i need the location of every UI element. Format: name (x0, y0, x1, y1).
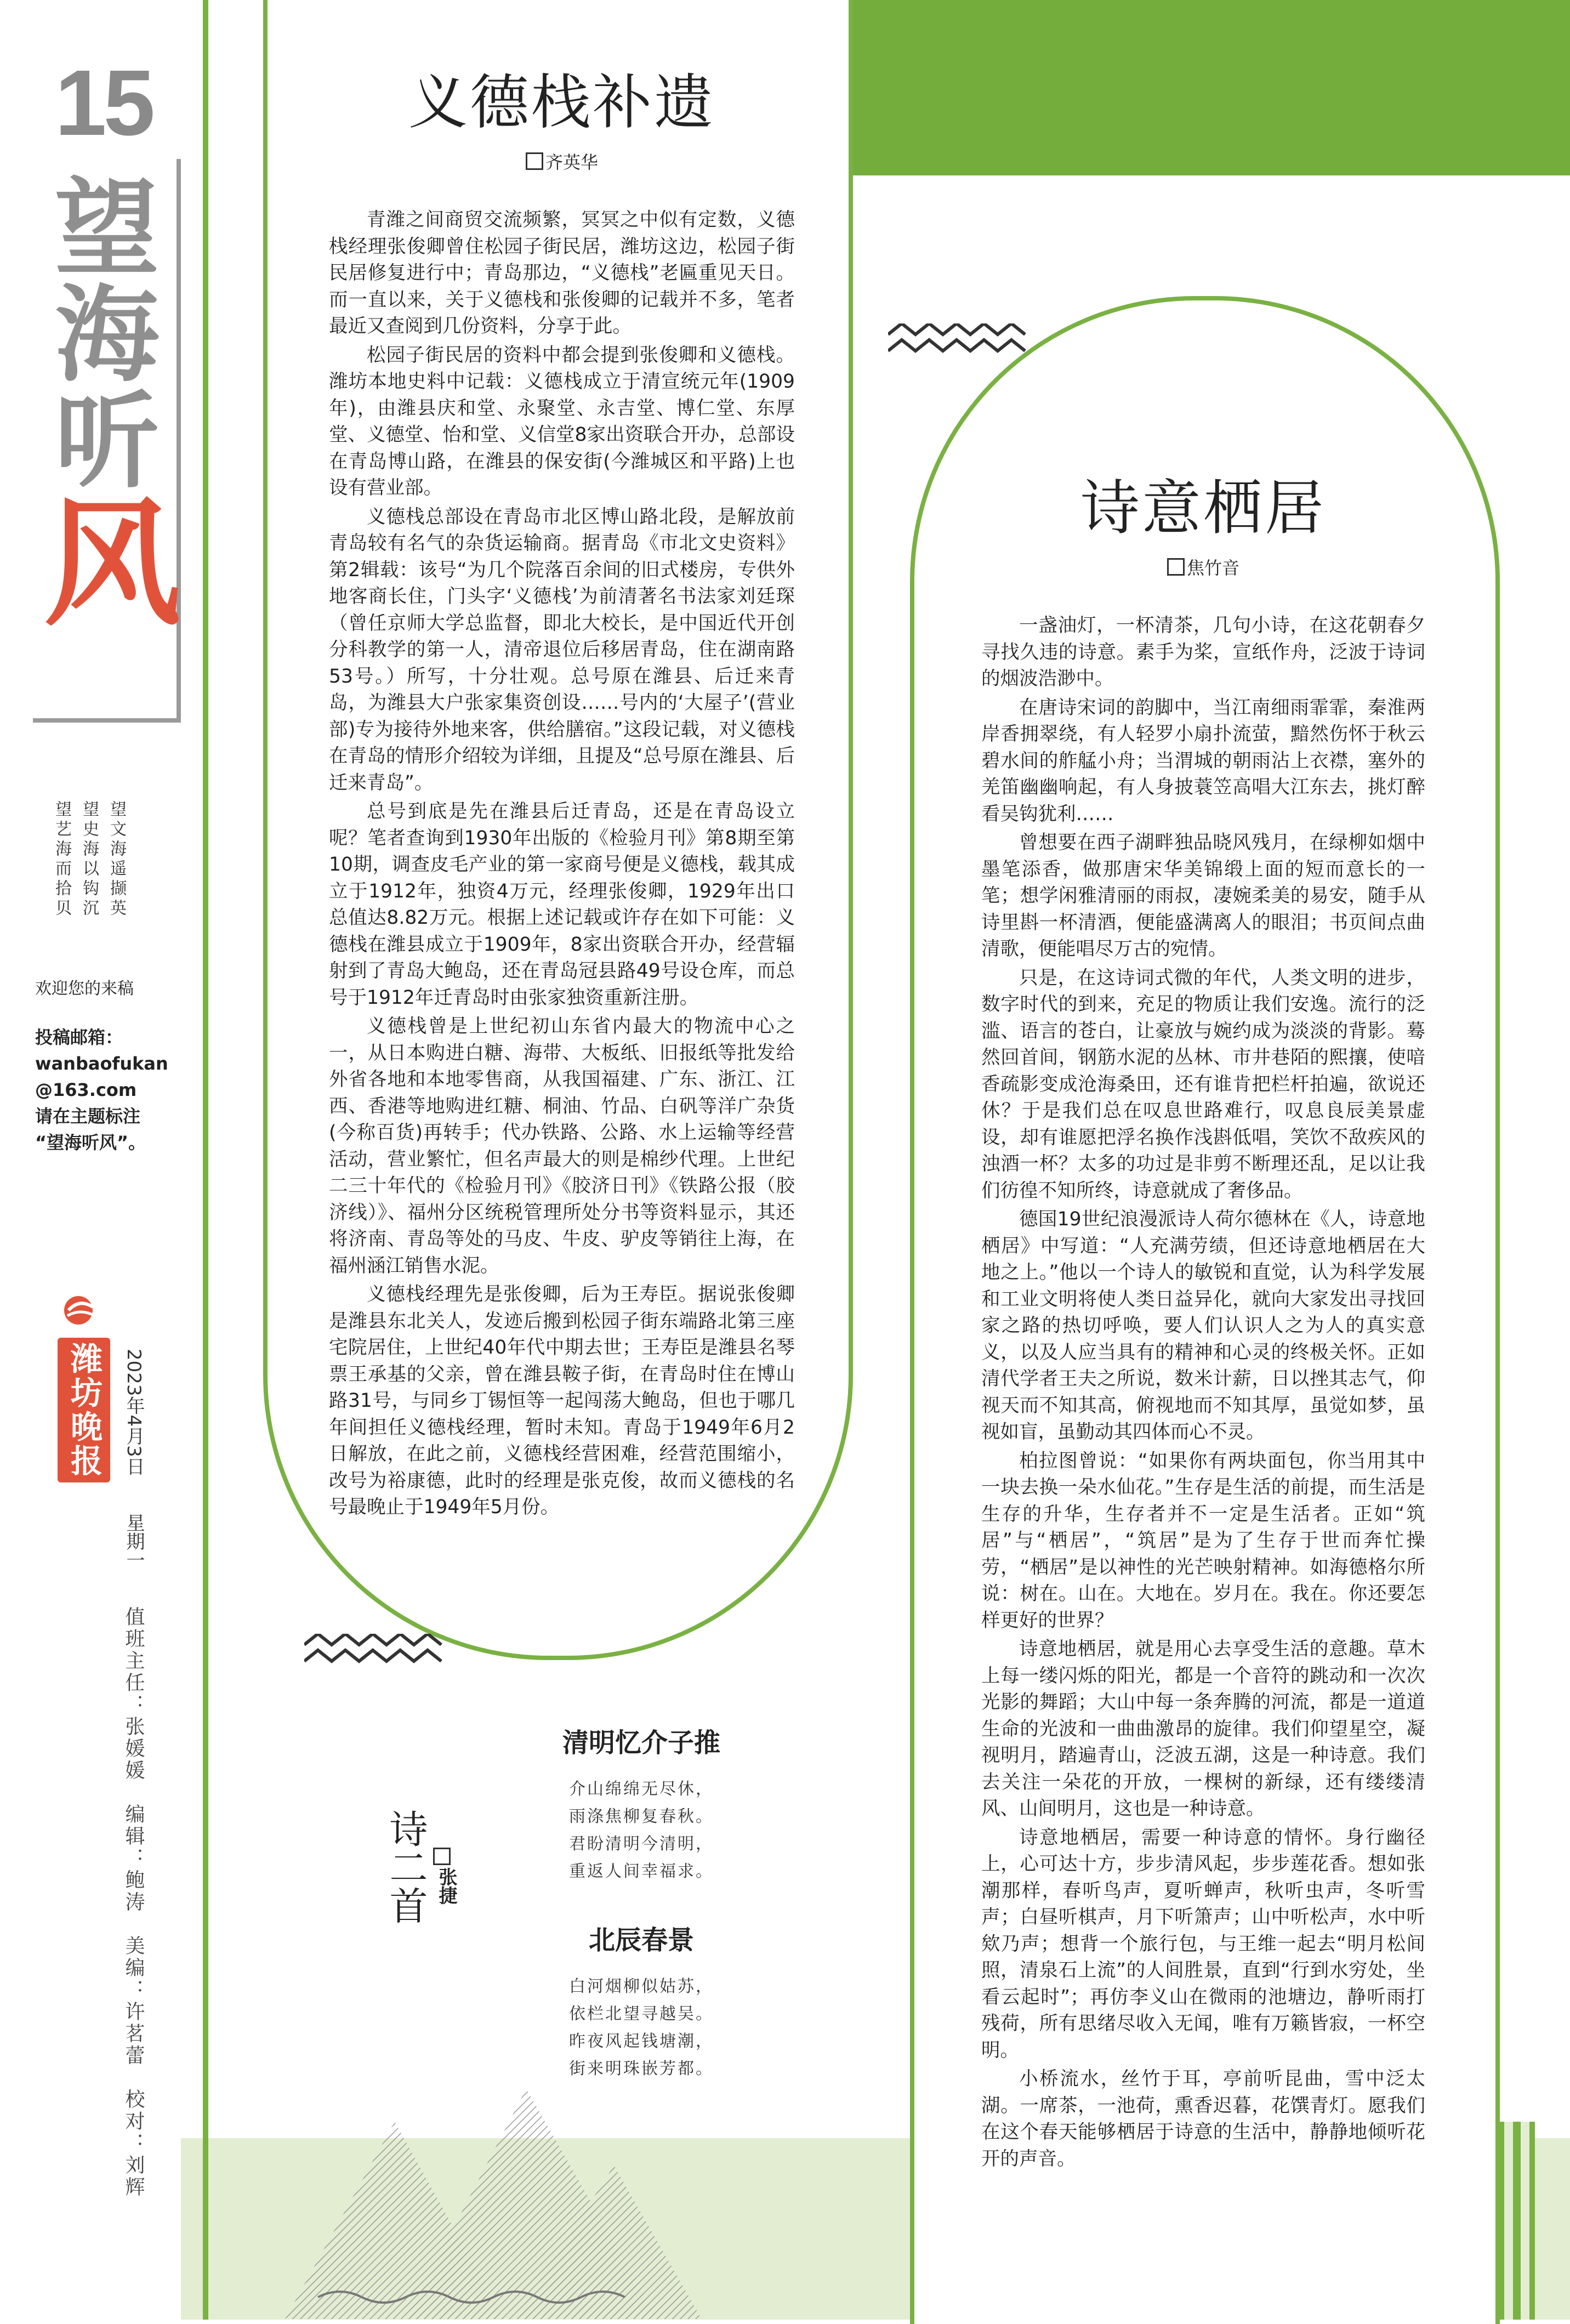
zigzag-decoration-bottom (304, 1634, 447, 1667)
article-left (329, 55, 795, 1523)
poem-line: 昨夜风起钱塘潮， (569, 2032, 714, 2051)
motto-line-2: 望史海以钩沉 (79, 800, 99, 919)
email-label: 投稿邮箱： (35, 1027, 123, 1048)
column-char-2: 海 (54, 273, 159, 396)
paragraph: 小桥流水，丝竹于耳，亭前听昆曲，雪中泛太湖。一席茶，一池荷，熏香迟暮，花馔青灯。愿我们在这个春天能够栖居于诗意的生活中，静静地倾听花开的声音。 (981, 2068, 1425, 2170)
article-right-author: 焦竹音 (981, 554, 1425, 579)
poem-line: 重返人间幸福求。 (569, 1862, 714, 1881)
zigzag-decoration-top (888, 323, 1031, 356)
paragraph: 义德栈曾是上世纪初山东省内最大的物流中心之一，从日本购进白糖、海带、大板纸、旧报纸等批发给外省各地和本地零售商，从我国福建、广东、浙江、江西、香港等地购进红糖、桐油、竹品、白矾等洋广杂货(今称百货)再转手；代办铁路、公路、水上运输等经营活动，营业繁忙，但名声最大的则是棉纱代理。上世纪二三十年代的《检验月刊》《胶济日刊》《铁路公报（胶济线）》、福州分区统税管理所处分书等资料显示，其还将济南、青岛等处的马皮、牛皮、驴皮等销往上海，在福州涵江销售水泥。 (329, 1015, 795, 1277)
poem-2 (504, 1919, 778, 2083)
motto (49, 800, 128, 921)
submission-info (35, 976, 183, 1156)
masthead (0, 0, 186, 2320)
article-right (981, 461, 1425, 2174)
poem-line: 雨涤焦柳复春秋。 (569, 1807, 714, 1826)
poem-lines (504, 1776, 778, 1885)
paragraph: 诗意地栖居，需要一种诗意的情怀。身行幽径上，心可达十方，步步清风起，步步莲花香。想如张潮那样，春听鸟声，夏听蝉声，秋听虫声，冬听雪声；白昼听棋声，月下听箫声；山中听松声，水中听欸乃声；想背一个旅行包，与王维一起去“明月松间照，清泉石上流”的人间胜景，直到“行到水穷处，坐看云起时”；再仿李义山在微雨的池塘边，静听雨打残荷，所有思绪尽收入无闻，唯有万籁皆寂，一杯空明。 (981, 1826, 1425, 2061)
welcome-text: 欢迎您的来稿 (35, 979, 134, 998)
email-line-1[interactable]: wanbaofukan (35, 1053, 168, 1074)
author-box-icon (526, 152, 543, 170)
note-line-1: 请在主题标注 (35, 1106, 141, 1127)
paragraph: 诗意地栖居，就是用心去享受生活的意趣。草木上每一缕闪烁的阳光，都是一个音符的跳动和一次次光影的舞蹈；大山中每一条奔腾的河流，都是一道道生命的光波和一曲曲激昂的旋律。我们仰望星空，凝视明月，踏遍青山，泛波五湖，这是一种诗意。我们去关注一朵花的开放，一棵树的新绿，还有缕缕清风、山间明月，这也是一种诗意。 (981, 1638, 1425, 1820)
poem-title: 北辰春景 (588, 1925, 694, 1956)
paragraph: 一盏油灯，一杯清茶，几句小诗，在这花朝春夕寻找久违的诗意。素手为桨，宣纸作舟，泛波于诗词的烟波浩渺中。 (981, 615, 1425, 690)
paragraph: 青潍之间商贸交流频繁，冥冥之中似有定数，义德栈经理张俊卿曾住松园子街民居，潍坊这边，松园子街民居修复进行中；青岛那边，“义德栈”老匾重见天日。而一直以来，关于义德栈和张俊卿的记载并不多，笔者最近又查阅到几份资料，分享于此。 (329, 209, 795, 337)
poems-heading: 诗二首 (383, 1809, 428, 1924)
issue-weekday: 星期一 (123, 1513, 145, 1569)
paragraph: 义德栈总部设在青岛市北区博山路北段，是解放前青岛较有名气的杂货运输商。据青岛《市北文史资料》第2辑载：该号“为几个院落百余间的旧式楼房，专供外地客商长住，门头字‘义德栈’为前清著名书法家刘廷琛（曾任京师大学总监督，即北大校长，是中国近代开创分科教学的第一人，清帝退位后移居青岛，住在湖南路53号。）所写，十分壮观。总号原在潍县、后迁来青岛，为潍县大户张家集资创设……号内的‘大屋子’(营业部)专为接待外地来客，供给膳宿。”这段记载，对义德栈在青岛的情形介绍较为详细，且提及“总号原在潍县、后迁来青岛”。 (329, 505, 795, 794)
column-char-4: 风 (44, 483, 181, 645)
paragraph: 只是，在这诗词式微的年代，人类文明的进步，数字时代的到来，充足的物质让我们安逸。流行的泛滥、语言的苍白，让豪放与婉约成为淡淡的背影。蓦然回首间，钢筋水泥的丛林、市井巷陌的熙攘，使喑香疏影变成沧海桑田，还有谁肯把栏杆拍遍，欲说还休？于是我们总在叹息世路难行，叹息良辰美景虚设，却有谁愿把浮名换作浅斟低唱，笑饮不敌疾风的浊酒一杯？太多的功过是非剪不断理还乱，足以让我们彷徨不知所终，诗意就成了奢侈品。 (981, 967, 1425, 1202)
paper-logo (52, 1294, 112, 1329)
poem-line: 君盼清明今清明， (569, 1834, 714, 1854)
paragraph: 曾想要在西子湖畔独品晓风残月，在绿柳如烟中墨笔添香，做那唐宋华美锦缎上面的短而意长的一笔；想学闲雅清丽的雨叔，凄婉柔美的易安，随手从诗里斟一杯清酒，便能盛满离人的眼泪；书页间点曲清歌，便能唱尽万古的宛情。 (981, 832, 1425, 960)
top-green-band (795, 0, 1570, 175)
article-left-body (329, 207, 795, 1521)
poems-author: 张捷 (433, 1848, 487, 1907)
paragraph: 在唐诗宋词的韵脚中，当江南细雨霏霏，秦淮两岸香拥翠绕，有人轻罗小扇扑流萤，黯然伤怀于秋云碧水间的舴艋小舟；当渭城的朝雨沾上衣襟，塞外的羌笛幽幽响起，有人身披蓑笠高唱大江东去，挑灯醉看吴钩犹利…… (981, 696, 1425, 825)
poem-line: 街来明珠嵌芳都。 (569, 2059, 714, 2078)
column-name (44, 167, 181, 645)
poem-title: 清明忆介子推 (562, 1728, 720, 1758)
paragraph: 柏拉图曾说：“如果你有两块面包，你当用其中一块去换一朵水仙花。”生存是生活的前提，而生活是生存的升华，生存者并不一定是生活者。正如“筑居”与“栖居”，“筑居”是为了生存于世而奔忙操劳，“栖居”是以神性的光芒映射精神。如海德格尔所说：树在。山在。大地在。岁月在。我在。你还要怎样更好的世界？ (981, 1450, 1425, 1632)
paragraph: 德国19世纪浪漫派诗人荷尔德林在《人，诗意地栖居》中写道：“人充满劳绩，但还诗意地栖居在大地之上。”他以一个诗人的敏锐和直觉，认为科学发展和工业文明将使人类日益异化，就向大家发出寻找回家之路的热切呼唤，要人们认识人之为人的真实意义，以及人应当具有的精神和心灵的终极关怀。正如清代学者王夫之所说，数米计薪，日以挫其志气，仰视天而不知其高，俯视地而不知其厚，虽觉如梦，虽视如盲，虽勤动其四体而心不灵。 (981, 1208, 1425, 1443)
article-left-author: 齐英华 (329, 149, 795, 174)
divider-line (203, 0, 208, 2320)
paper-name: 潍坊晚报 (58, 1338, 110, 1482)
paragraph: 松园子街民居的资料中都会提到张俊卿和义德栈。潍坊本地史料中记载：义德栈成立于清宣统元年(1909年)，由潍县庆和堂、永聚堂、永吉堂、博仁堂、东厚堂、义德堂、怡和堂、义信堂8家出资联合开办，总部设在青岛博山路，在潍县的保安街(今潍城区和平路)上也设有营业部。 (329, 344, 795, 499)
poem-1 (504, 1721, 778, 1885)
author-box-icon (1167, 558, 1185, 576)
article-right-body (981, 612, 1425, 2172)
paragraph: 总号到底是先在潍县后迁青岛，还是在青岛设立呢？笔者查询到1930年出版的《检验月刊》第8期至第10期，调查皮毛产业的第一家商号便是义德栈，载其成立于1912年，独资4万元，经理张俊卿，1929年出口总值达8.82万元。根据上述记载或许存在如下可能：义德栈在潍县成立于1909年，8家出资联合开办，经营辐射到了青岛大鲍岛，还在青岛冠县路49号设仓库，而总号于1912年迁青岛时由张家独资重新注册。 (329, 800, 795, 1009)
paper-logo-icon (52, 1294, 112, 1327)
poem-line: 介山绵绵无尽休， (569, 1780, 714, 1799)
email-line-2[interactable]: @163.com (35, 1079, 137, 1100)
motto-line-3: 望艺海而拾贝 (52, 800, 71, 919)
issue-date: 2023年4月3日 (123, 1349, 145, 1476)
article-right-title: 诗意栖居 (1080, 474, 1326, 543)
column-char-1: 望 (54, 167, 159, 289)
author-box-icon (433, 1848, 451, 1865)
motto-line-1: 望文海遥撷英 (107, 800, 126, 919)
note-line-2: “望海听风”。 (35, 1132, 146, 1153)
poem-lines (504, 1973, 778, 2083)
article-left-title: 义德栈补遗 (408, 69, 715, 137)
staff-credits: 值班主任：张媛媛 编辑：鲍涛 美编：许茗蕾 校对：刘辉 (122, 1606, 145, 2198)
poem-line: 白河烟柳似姑苏， (569, 1977, 714, 1996)
page-number: 15 (55, 51, 152, 155)
column-char-3: 听 (54, 379, 159, 502)
poem-line: 依栏北望寻越吴。 (569, 2004, 714, 2024)
paragraph: 义德栈经理先是张俊卿，后为王寿臣。据说张俊卿是潍县东北关人，发迹后搬到松园子街东端路北第三座宅院居住，上世纪40年代中期去世；王寿臣是潍县名琴票王承基的父亲，曾在潍县鞍子街，在青岛时住在博山路31号，与同乡丁锡恒等一起闯荡大鲍岛，但也于哪几年间担任义德栈经理，暂时未知。青岛于1949年6月2日解放，在此之前，义德栈经营困难，经营范围缩小，改号为裕康德，此时的经理是张克俊，故而义德栈的名号最晚止于1949年5月份。 (329, 1283, 795, 1518)
mountain-decoration (285, 2078, 702, 2319)
